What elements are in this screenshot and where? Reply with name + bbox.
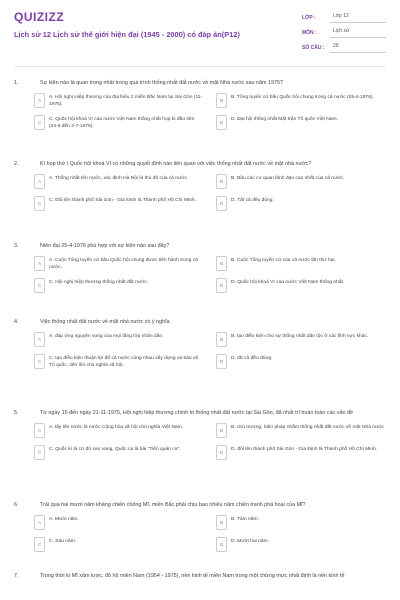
option-letter: A xyxy=(34,332,45,347)
option-letter: B xyxy=(216,515,227,530)
question-text: Kì họp thứ I Quốc hội khoá VI có những quyết định nào liên quan với việc thống nhất đất nước về mặt nhà nước? xyxy=(40,161,312,167)
option-c[interactable] xyxy=(34,115,204,133)
option-text: A. lấy tên nước là nước Cộng hòa xã hội chủ nghĩa Việt Nam. xyxy=(49,425,184,430)
option-letter: B xyxy=(216,256,227,271)
option-c[interactable] xyxy=(34,537,204,555)
option-letter: D xyxy=(216,537,227,552)
option-text: C. Sáu năm. xyxy=(49,539,77,544)
option-b[interactable] xyxy=(216,423,386,441)
option-text: B. Tám năm. xyxy=(231,517,259,522)
meta-key: SỐ CÂU : xyxy=(302,44,325,51)
question-number: 7. xyxy=(14,573,19,579)
option-text: D. Tất cả đều đúng. xyxy=(231,198,274,203)
option-d[interactable] xyxy=(216,445,386,463)
options xyxy=(34,256,386,296)
option-text: A. Cuộc Tổng tuyển cử bầu Quốc hội chung được tiến hành trong cả nước. xyxy=(49,258,198,270)
option-text: C. Hội nghị hiệp thương thống nhất đất nước. xyxy=(49,280,149,285)
option-text: A. đáp ứng nguyện vọng của mọi tầng lớp nhân dân. xyxy=(49,334,164,339)
option-letter: C xyxy=(34,537,45,552)
option-text: A. Mười năm. xyxy=(49,517,79,522)
question-1 xyxy=(14,79,386,133)
option-text: C. Quốc kì là cờ đỏ sao vàng, Quốc ca là bài "Tiến quân ca". xyxy=(49,447,181,452)
option-letter: A xyxy=(34,174,45,189)
question-text: Trải qua hai mươi năm kháng chiến chống Mĩ, miền Bắc phải chịu bao nhiêu năm chiến tranh phá hoại của Mĩ? xyxy=(40,502,306,508)
option-letter: D xyxy=(216,354,227,369)
question-number: 1. xyxy=(14,80,19,86)
meta-value: Lịch sử xyxy=(330,28,386,38)
option-letter: B xyxy=(216,332,227,347)
options xyxy=(34,332,386,372)
option-a[interactable] xyxy=(34,515,204,533)
option-letter: C xyxy=(34,196,45,211)
option-letter: A xyxy=(34,423,45,438)
question-number: 2. xyxy=(14,161,19,167)
option-letter: D xyxy=(216,196,227,211)
meta-row-subject xyxy=(302,25,386,40)
option-text: B. Tổng tuyển cử bầu Quốc hội chung trong cả nước (25-4-1976). xyxy=(231,95,374,100)
option-a[interactable] xyxy=(34,256,204,274)
option-letter: A xyxy=(34,93,45,108)
question-5 xyxy=(14,409,386,463)
option-letter: C xyxy=(34,278,45,293)
option-letter: C xyxy=(34,115,45,130)
option-text: A. Hội nghị Hiệp thương của đại biểu 2 miền Bắc Nam tại Sài Gòn (11-1975). xyxy=(49,95,203,107)
question-2 xyxy=(14,160,386,214)
options xyxy=(34,515,386,555)
option-b[interactable] xyxy=(216,256,386,274)
question-text: Trong thời kì Mĩ xâm lược, đô hộ miền Nam (1954 - 1975), nền kinh tế miền Nam trong một chừng mực nhất định là nền kinh tế xyxy=(40,573,345,579)
option-letter: A xyxy=(34,256,45,271)
option-c[interactable] xyxy=(34,278,204,296)
option-text: A. Thống nhất tên nước, xác định Hà Nội là thủ đô của cả nước. xyxy=(49,176,189,181)
question-number: 5. xyxy=(14,410,19,416)
option-text: C. Đổi tên thành phố Sài Gòn - Gia Định là Thành phố Hồ Chí Minh. xyxy=(49,198,196,203)
worksheet-title: Lịch sử 12 Lịch sử thế giới hiện đại (1945 - 2000) có đáp án(P12) xyxy=(14,30,240,39)
option-letter: A xyxy=(34,515,45,530)
option-letter: B xyxy=(216,174,227,189)
meta-value: 29 xyxy=(330,43,386,53)
option-text: C. Quốc hội khoá VI của nước Việt Nam thống nhất họp kì đầu tiên (24-6 đến 2-7-1976). xyxy=(49,117,195,129)
question-text: Niên đại 25-4-1976 phù hợp với sự kiện nào sau đây? xyxy=(40,243,170,249)
option-d[interactable] xyxy=(216,278,386,296)
question-number: 6. xyxy=(14,502,19,508)
option-b[interactable] xyxy=(216,332,386,350)
option-d[interactable] xyxy=(216,354,386,372)
options xyxy=(34,93,386,133)
meta-row-class xyxy=(302,10,386,25)
options xyxy=(34,174,386,214)
option-b[interactable] xyxy=(216,174,386,192)
option-c[interactable] xyxy=(34,354,204,372)
option-d[interactable] xyxy=(216,115,386,133)
option-text: B. Cuộc Tổng tuyển cử của cả nước lần thứ hai. xyxy=(231,258,336,263)
question-3 xyxy=(14,242,386,296)
option-a[interactable] xyxy=(34,423,204,441)
option-text: D. Đại hội thống nhất Mặt trận Tổ quốc Việt Nam. xyxy=(231,117,338,122)
option-text: C. tạo điều kiện thuận lợi để cả nước cùng nhau xây dựng và bảo vệ Tổ quốc, tiến lên chủ nghĩa xã hội. xyxy=(49,356,199,368)
question-number: 3. xyxy=(14,243,19,249)
question-text: Việc thống nhất đất nước về mặt nhà nước có ý nghĩa xyxy=(40,319,170,325)
worksheet-meta xyxy=(302,10,386,55)
option-letter: D xyxy=(216,278,227,293)
meta-value: Lớp 12 xyxy=(330,13,386,23)
option-text: B. chủ trương, biện pháp nhằm thống nhất đất nước về mặt Nhà nước xyxy=(231,425,384,430)
option-letter: D xyxy=(216,445,227,460)
quizizz-logo: QUIZIZZ xyxy=(14,10,65,24)
meta-key: LỚP : xyxy=(302,14,316,21)
question-6 xyxy=(14,501,386,555)
option-text: D. tất cả đều đúng. xyxy=(231,356,273,361)
option-letter: C xyxy=(34,354,45,369)
question-4 xyxy=(14,318,386,372)
option-letter: C xyxy=(34,445,45,460)
question-text: Từ ngày 15 đến ngày 21-11-1975, Hội nghị hiệp thương chính trị thống nhất đất nước tại Sài Gòn, đã nhất trí hoàn toàn các vấn đề xyxy=(40,410,353,416)
option-letter: B xyxy=(216,423,227,438)
question-text: Sự kiện nào là quan trọng nhất trong quá trình thống nhất đất nước về mặt Nhà nước sau năm 1975? xyxy=(40,80,283,86)
option-text: D. Quốc hội khoá VI của nước Việt Nam thống nhất. xyxy=(231,280,345,285)
option-text: B. tạo điều kiện cho sự thống nhất dân tộc ở các lĩnh vực khác. xyxy=(231,334,369,339)
option-a[interactable] xyxy=(34,174,204,192)
option-a[interactable] xyxy=(34,93,204,111)
option-letter: D xyxy=(216,115,227,130)
option-d[interactable] xyxy=(216,196,386,214)
option-c[interactable] xyxy=(34,196,204,214)
option-a[interactable] xyxy=(34,332,204,350)
option-d[interactable] xyxy=(216,537,386,555)
question-7 xyxy=(14,572,386,580)
options xyxy=(34,423,386,463)
option-b[interactable] xyxy=(216,515,386,533)
option-b[interactable] xyxy=(216,93,386,111)
option-c[interactable] xyxy=(34,445,204,463)
worksheet-header xyxy=(14,0,386,67)
option-text: D. đổi tên thành phố Sài Gòn - Gia Định là Thành phố Hồ Chí Minh. xyxy=(231,447,378,452)
meta-row-count xyxy=(302,40,386,55)
option-text: B. Bầu các cơ quan lãnh đạo cao nhất của cả nước. xyxy=(231,176,345,181)
option-letter: B xyxy=(216,93,227,108)
question-number: 4. xyxy=(14,319,19,325)
option-text: D. Mười hai năm. xyxy=(231,539,270,544)
meta-key: MÔN : xyxy=(302,29,317,36)
